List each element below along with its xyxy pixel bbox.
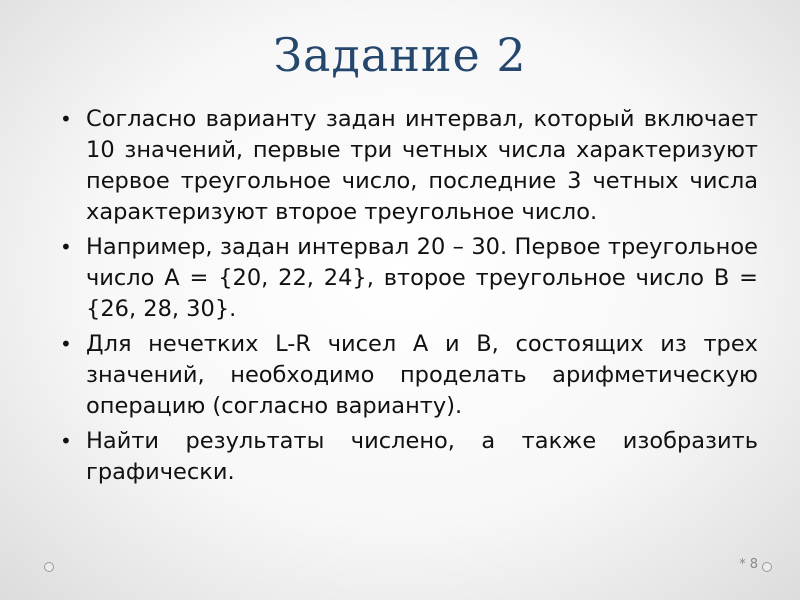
slide-number bbox=[739, 557, 758, 572]
bullet-dot-icon: • bbox=[60, 429, 72, 453]
bullet-item bbox=[58, 426, 758, 488]
bullet-dot-icon: • bbox=[60, 235, 72, 259]
corner-decoration-icon bbox=[44, 562, 54, 572]
bullet-item bbox=[58, 329, 758, 422]
corner-decoration-icon bbox=[762, 562, 772, 572]
bullet-text: Найти результаты числено, а также изобразить графически. bbox=[86, 428, 758, 485]
bullet-text: Например, задан интервал 20 – 30. Первое треугольное число А = {20, 22, 24}, второе треугольное число В = {26, 28, 30}. bbox=[86, 234, 758, 322]
bullet-text: Согласно варианту задан интервал, который включает 10 значений, первые три четных числа характеризуют первое треугольное число, последние 3 четных числа характеризуют второе треугольное число. bbox=[86, 106, 758, 225]
bullet-dot-icon: • bbox=[60, 107, 72, 131]
slide-title: Задание 2 bbox=[273, 28, 527, 82]
bullet-item bbox=[58, 104, 758, 228]
footer-mark: * bbox=[739, 557, 746, 572]
bullet-text: Для нечетких L-R чисел А и В, состоящих из трех значений, необходимо проделать арифметическую операцию (согласно варианту). bbox=[86, 331, 758, 419]
bullet-list bbox=[58, 104, 758, 492]
bullet-dot-icon: • bbox=[60, 332, 72, 356]
bullet-item bbox=[58, 232, 758, 325]
slide-number-value: 8 bbox=[749, 557, 758, 572]
